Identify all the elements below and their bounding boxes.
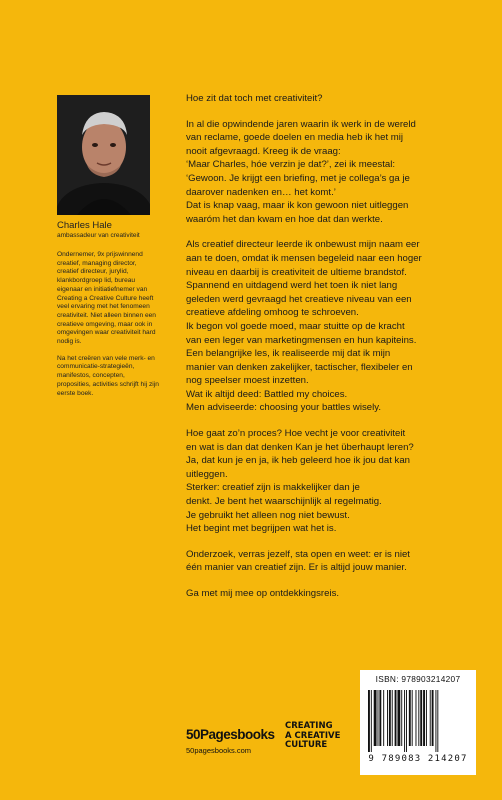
text-line: Onderzoek, verras jezelf, sta open en weet: er is niet xyxy=(186,548,410,560)
logo-line: CULTURE xyxy=(285,740,328,750)
text-line: daarover nadenken en… het komt.’ xyxy=(186,186,336,198)
text-line: niveau en daarbij is creativiteit de ultieme brandstof. xyxy=(186,266,407,278)
creating-a-creative-culture-logo xyxy=(285,722,349,751)
author-photo xyxy=(57,95,150,215)
text-line: Het begint met begrijpen wat het is. xyxy=(186,523,337,535)
text-line: Ga met mij mee op ontdekkingsreis. xyxy=(186,588,340,599)
text-line: Wat ik altijd deed: Battled my choices. xyxy=(186,388,348,400)
text-line: Een belangrijke les, ik realiseerde mij dat ik mijn xyxy=(186,348,391,360)
text-line: uitleggen. xyxy=(186,468,228,480)
text-line: manier van denken zakelijker, tactischer, flexibeler en xyxy=(186,361,413,373)
text-line: één manier van creatief zijn. Er is altijd jouw manier. xyxy=(186,562,407,574)
text-line: Hoe zit dat toch met creativiteit? xyxy=(186,93,323,104)
body-paragraph xyxy=(186,548,468,575)
isbn-barcode-box xyxy=(360,670,476,775)
isbn-label: ISBN: 978903214207 xyxy=(375,674,461,684)
body-paragraph xyxy=(186,118,468,227)
text-line: Als creatief directeur leerde ik onbewust mijn naam eer xyxy=(186,239,420,251)
body-paragraph xyxy=(186,427,468,536)
text-line: ‘Maar Charles, hóe verzin je dat?’, zei ik meestal: xyxy=(186,159,396,171)
text-line: aan te doen, omdat ik mensen begeleid naar een hoger xyxy=(186,252,422,264)
text-line: geleden werd gevraagd het creatieve niveau van een xyxy=(186,293,412,305)
text-line: nog speelser moest inzetten. xyxy=(186,375,309,387)
author-role: ambassadeur van creativiteit xyxy=(57,232,140,239)
author-bio xyxy=(57,251,159,406)
logo-line: CREATING xyxy=(285,721,333,731)
bio-paragraph: Na het creëren van vele merk- en communicatie-strategieën, manifestos, concepten, proposities, activities schrijft hij zijn eerste boek. xyxy=(57,354,159,397)
publisher-url: 50pagesbooks.com xyxy=(186,746,252,755)
text-line: Ik begon vol goede moed, maar stuitte op de kracht xyxy=(186,320,405,332)
publisher-logo: 50Pagesbooks xyxy=(186,727,275,742)
text-line: waaróm het dan kwam en hoe dat dan werkte. xyxy=(186,213,383,225)
body-paragraph xyxy=(186,92,468,106)
text-line: denkt. Je bent het waarschijnlijk al regelmatig. xyxy=(186,496,382,508)
text-line: en wat is dan dat denken Kan je het überhaupt leren? xyxy=(186,441,414,453)
text-line: Hoe gaat zo’n proces? Hoe vecht je voor creativiteit xyxy=(186,428,406,440)
text-line: In al die opwindende jaren waarin ik werk in de wereld xyxy=(186,118,416,130)
text-line: Men adviseerde: choosing your battles wisely. xyxy=(186,402,381,414)
text-line: Je gebruikt het alleen nog niet bewust. xyxy=(186,509,350,521)
text-line: van een leger van marketingmensen en hun kapiteins. xyxy=(186,334,417,346)
text-line: Spannend en uitdagend werd het toen ik niet lang xyxy=(186,280,398,292)
barcode-icon xyxy=(366,690,470,752)
text-line: creatieve afdeling omhoog te schroeven. xyxy=(186,307,359,319)
text-line: ‘Gewoon. Je krijgt een briefing, met je collega’s ga je xyxy=(186,172,410,184)
text-line: Dat is knap vaag, maar ik kon gewoon niet uitleggen xyxy=(186,200,409,212)
text-line: Ja, dat kun je en ja, ik heb geleerd hoe ik jou dat kan xyxy=(186,455,411,467)
barcode-digits: 9 789083 214207 xyxy=(368,754,468,764)
body-paragraph xyxy=(186,238,468,415)
text-line: Sterker: creatief zijn is makkelijker dan je xyxy=(186,482,360,494)
text-line: van reclame, goede doelen en media heb ik het mij xyxy=(186,132,404,144)
logo-line: A CREATIVE xyxy=(285,730,341,741)
back-cover-text xyxy=(186,92,468,613)
bio-paragraph: Ondernemer, 9x prijswinnend creatief, managing director, creatief directeur, jurylid, klankbordgroep lid, bureau eigenaar en initiatiefnemer van Creating a Creative Culture heeft veel ervaring met het fenomeen creativiteit. Niet alleen binnen een creatieve omgeving, maar ook in omgevingen waar creativiteit hard nodig is. xyxy=(57,251,156,346)
text-line: nooit afgevraagd. Kreeg ik de vraag: xyxy=(186,145,341,157)
author-name: Charles Hale xyxy=(57,220,112,231)
body-paragraph xyxy=(186,587,468,601)
